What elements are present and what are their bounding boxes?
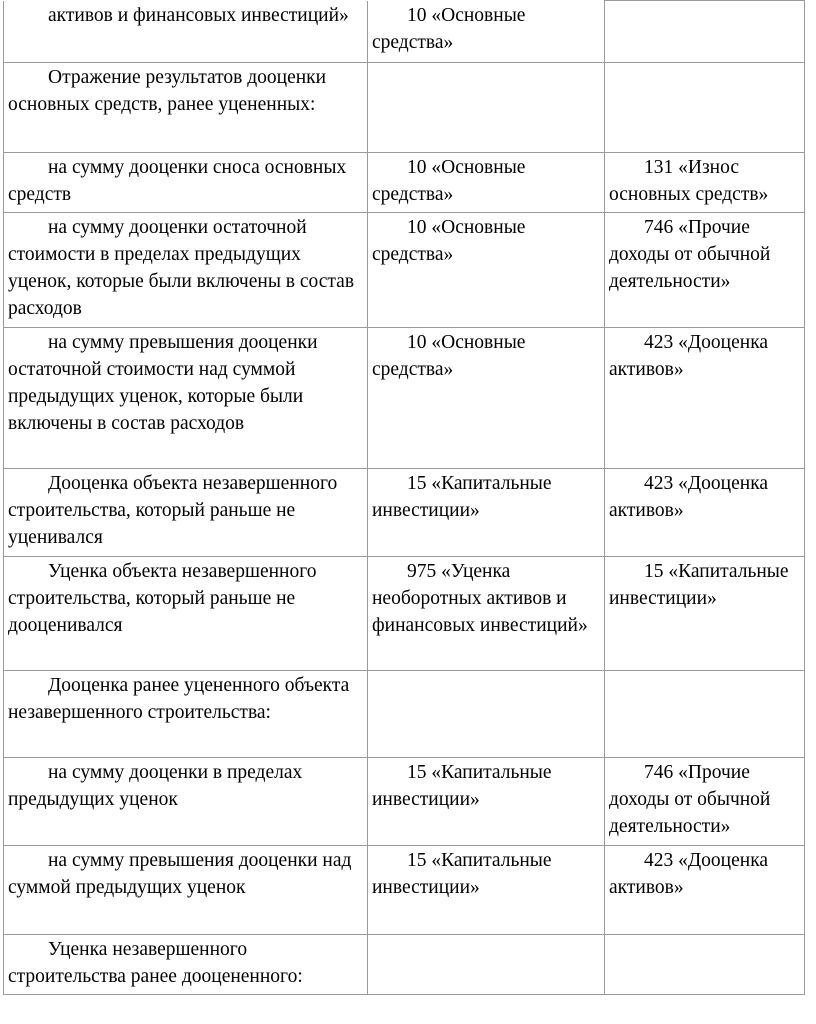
credit-text: 746 «Прочие доходы от обычной деятельности»: [609, 217, 771, 292]
credit-text: 131 «Износ основных средств»: [609, 157, 769, 205]
debit-text: 10 «Основные средства»: [372, 4, 526, 53]
debit-cell: [368, 1, 605, 63]
debit-text: 10 «Основные средства»: [372, 332, 526, 380]
debit-text: 15 «Капитальные инвестиции»: [372, 762, 552, 810]
credit-text: 423 «Дооценка активов»: [609, 473, 769, 521]
credit-cell: [605, 1, 805, 63]
table-row: [4, 846, 805, 935]
description-text: Дооценка объекта незавершенного строительства, который раньше не уценивался: [8, 473, 338, 548]
description-text: на сумму превышения дооценки остаточной стоимости над суммой предыдущих уценок, которые были включены в состав расходов: [8, 332, 318, 434]
credit-text: 746 «Прочие доходы от обычной деятельности»: [609, 762, 771, 837]
debit-cell: [368, 557, 605, 671]
debit-cell: [368, 758, 605, 846]
credit-text: 423 «Дооценка активов»: [609, 332, 769, 380]
table-row: [4, 935, 805, 995]
credit-cell: [605, 758, 805, 846]
table-row: [4, 213, 805, 328]
credit-cell: [605, 213, 805, 328]
description-text: на сумму дооценки остаточной стоимости в пределах предыдущих уценок, которые были включены в состав расходов: [8, 217, 355, 319]
credit-cell: [605, 935, 805, 995]
table-row: [4, 758, 805, 846]
table-row: [4, 153, 805, 213]
description-cell: [4, 846, 368, 935]
description-cell: [4, 1, 368, 63]
debit-cell: [368, 213, 605, 328]
credit-cell: [605, 63, 805, 153]
description-cell: [4, 63, 368, 153]
description-text: на сумму дооценки в пределах предыдущих уценок: [8, 762, 303, 810]
description-text: Уценка объекта незавершенного строительства, который раньше не дооценивался: [8, 561, 317, 636]
description-cell: [4, 328, 368, 469]
debit-cell: [368, 153, 605, 213]
description-text: Дооценка ранее уцененного объекта незавершенного строительства:: [8, 675, 350, 723]
credit-cell: [605, 557, 805, 671]
debit-cell: [368, 935, 605, 995]
description-cell: [4, 935, 368, 995]
table-row: [4, 557, 805, 671]
debit-cell: [368, 846, 605, 935]
description-text: Отражение результатов дооценки основных средств, ранее уцененных:: [8, 67, 327, 115]
table-row: [4, 1, 805, 63]
debit-cell: [368, 671, 605, 758]
description-text: на сумму превышения дооценки над суммой предыдущих уценок: [8, 850, 352, 898]
description-cell: [4, 153, 368, 213]
credit-cell: [605, 153, 805, 213]
description-text: активов и финансовых инвестиций»: [48, 4, 349, 26]
table-row: [4, 328, 805, 469]
debit-text: 15 «Капитальные инвестиции»: [372, 473, 552, 521]
debit-cell: [368, 328, 605, 469]
credit-cell: [605, 469, 805, 557]
description-cell: [4, 671, 368, 758]
credit-cell: [605, 846, 805, 935]
description-cell: [4, 758, 368, 846]
description-cell: [4, 469, 368, 557]
debit-text: 10 «Основные средства»: [372, 157, 526, 205]
credit-text: 423 «Дооценка активов»: [609, 850, 769, 898]
credit-cell: [605, 328, 805, 469]
debit-text: 975 «Уценка необоротных активов и финансовых инвестиций»: [372, 561, 588, 636]
table-row: [4, 469, 805, 557]
table-row: [4, 671, 805, 758]
description-text: на сумму дооценки сноса основных средств: [8, 157, 347, 205]
accounting-entries-table: [3, 0, 805, 995]
debit-text: 15 «Капитальные инвестиции»: [372, 850, 552, 898]
table-row: [4, 63, 805, 153]
credit-cell: [605, 671, 805, 758]
debit-text: 10 «Основные средства»: [372, 217, 526, 265]
description-cell: [4, 213, 368, 328]
debit-cell: [368, 63, 605, 153]
description-cell: [4, 557, 368, 671]
credit-text: 15 «Капитальные инвестиции»: [609, 561, 789, 609]
debit-cell: [368, 469, 605, 557]
description-text: Уценка незавершенного строительства ранее дооцененного:: [8, 939, 303, 987]
